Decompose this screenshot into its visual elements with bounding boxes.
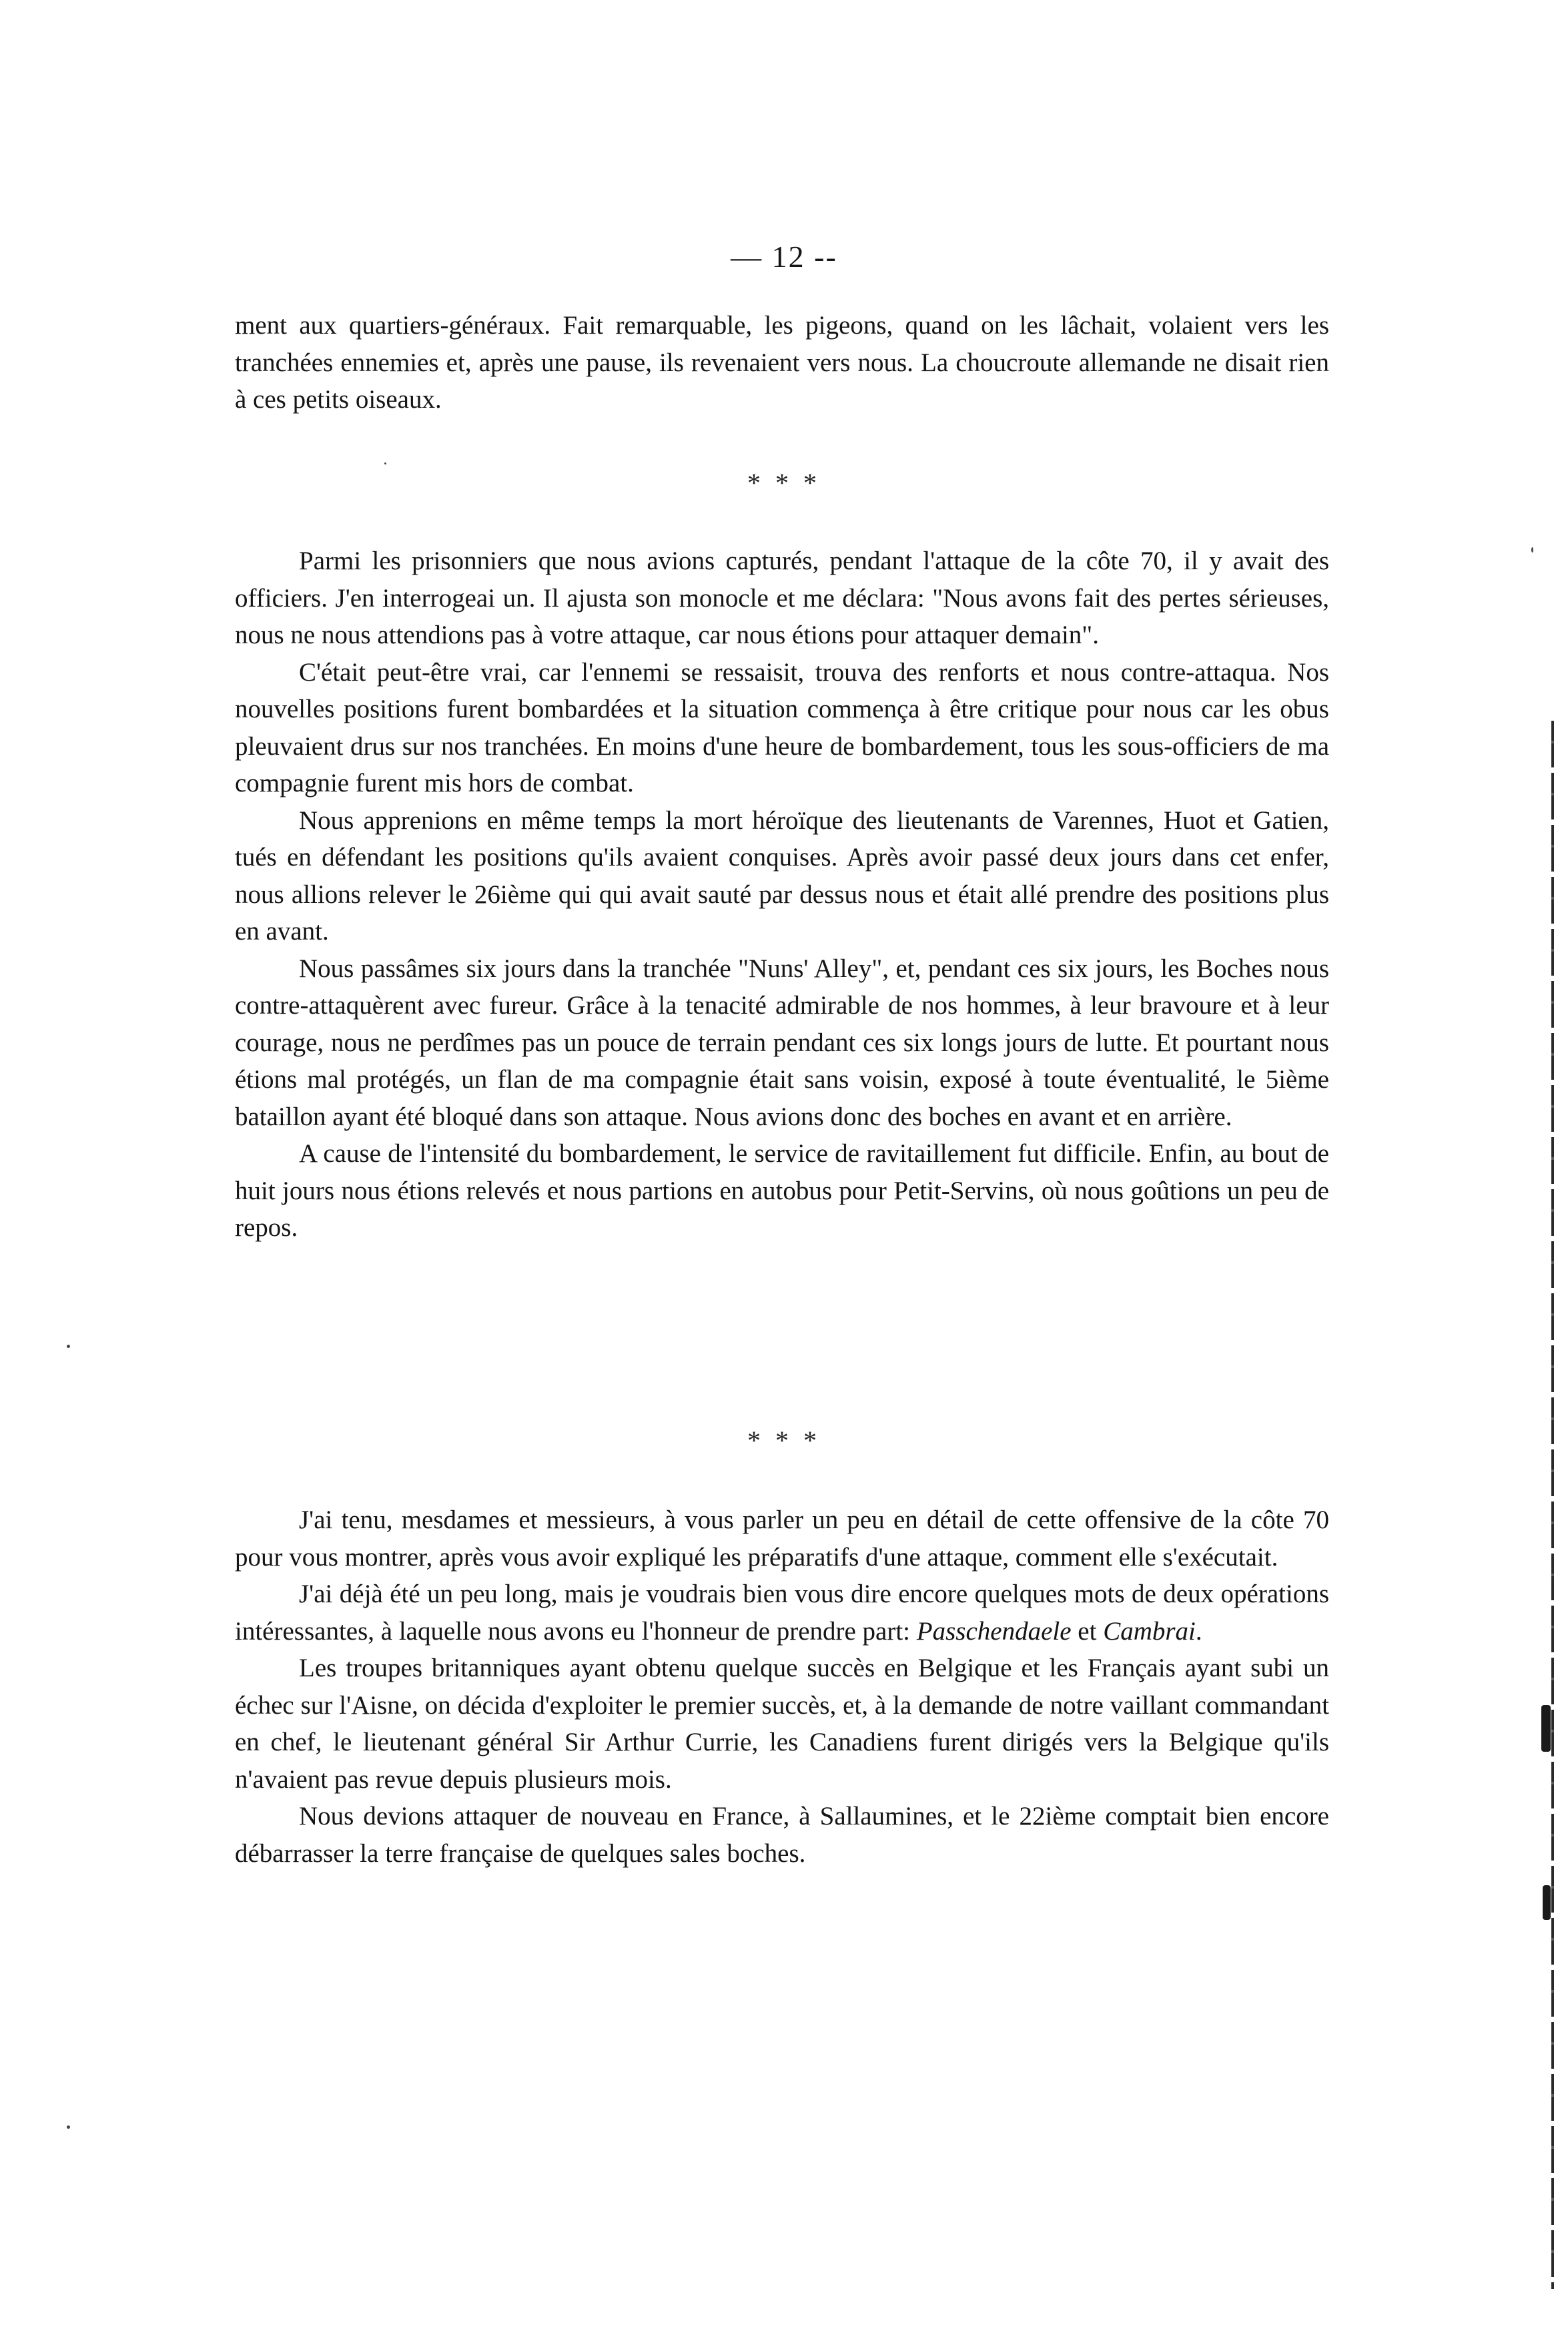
page-number: — 12 -- <box>731 240 837 274</box>
scan-margin-mark <box>1543 1885 1551 1920</box>
paragraph: J'ai tenu, mesdames et messieurs, à vous parler un peu en détail de cette offensive de la côte 70 pour vous montrer, après vous avoir expliqué les préparatifs d'une attaque, comment elle s'exécutait. <box>235 1506 1329 1572</box>
place-name: Cambrai <box>1103 1616 1196 1646</box>
text-block-cote-70 <box>235 543 1329 1247</box>
asterism-separator: * * * <box>747 468 821 498</box>
scan-speck <box>67 1345 70 1348</box>
scan-speck <box>384 462 386 464</box>
asterism-separator: * * * <box>747 1425 821 1455</box>
scan-speck <box>67 2125 70 2129</box>
paragraph: ment aux quartiers-généraux. Fait remarquable, les pigeons, quand on les lâchait, volaient vers les tranchées ennemies et, après une pause, ils revenaient vers nous. La choucroute allemande ne disait rien à ces petits oiseaux. <box>235 311 1329 414</box>
paragraph-text: et <box>1071 1616 1104 1646</box>
paragraph: Les troupes britanniques ayant obtenu quelque succès en Belgique et les Français ayant subi un échec sur l'Aisne, on décida d'exploiter le premier succès, et, à la demande de notre vaillant commandant en chef, le lieutenant général Sir Arthur Currie, les Canadiens furent dirigés vers la Belgique qu'ils n'avaient pas revue depuis plusieurs mois. <box>235 1654 1329 1794</box>
text-block-passchendaele <box>235 1501 1329 1872</box>
place-name: Passchendaele <box>916 1616 1072 1646</box>
paragraph-text: J'ai déjà été un peu long, mais je voudrais bien vous dire encore quelques mots de deux opérations intéressantes, à laquelle nous avons eu l'honneur de prendre part: <box>235 1580 1329 1646</box>
scan-speck <box>1531 547 1533 553</box>
scan-margin-mark <box>1541 1705 1551 1752</box>
paragraph <box>235 1576 1329 1650</box>
text-block-intro <box>235 307 1329 418</box>
paragraph: Nous apprenions en même temps la mort héroïque des lieutenants de Varennes, Huot et Gatien, tués en défendant les positions qu'ils avaient conquises. Après avoir passé deux jours dans cet enfer, nous allions relever le 26ième qui qui avait sauté par dessus nous et était allé prendre des positions plus en avant. <box>235 805 1329 946</box>
paragraph: Nous devions attaquer de nouveau en France, à Sallaumines, et le 22ième comptait bien encore débarrasser la terre française de quelques sales boches. <box>235 1802 1329 1868</box>
paragraph: Parmi les prisonniers que nous avions capturés, pendant l'attaque de la côte 70, il y avait des officiers. J'en interrogeai un. Il ajusta son monocle et me déclara: "Nous avons fait des pertes sérieuses, nous ne nous attendions pas à votre attaque, car nous étions pour attaquer demain". <box>235 547 1329 649</box>
paragraph: Nous passâmes six jours dans la tranchée "Nuns' Alley", et, pendant ces six jours, les Boches nous contre-attaquèrent avec fureur. Grâce à la tenacité admirable de nos hommes, à leur bravoure et à leur courage, nous ne perdîmes pas un pouce de terrain pendant ces six longs jours de lutte. Et pourtant nous étions mal protégés, un flan de ma compagnie était sans voisin, exposé à toute éventualité, le 5ième bataillon ayant été bloqué dans son attaque. Nous avions donc des boches en avant et en arrière. <box>235 954 1329 1131</box>
scan-margin-rule <box>1551 721 1554 2289</box>
paragraph: C'était peut-être vrai, car l'ennemi se ressaisit, trouva des renforts et nous contre-attaqua. Nos nouvelles positions furent bombardées et la situation commença à être critique pour nous car les obus pleuvaient drus sur nos tranchées. En moins d'une heure de bombardement, tous les sous-officiers de ma compagnie furent mis hors de combat. <box>235 657 1329 797</box>
paragraph: A cause de l'intensité du bombardement, le service de ravitaillement fut difficile. Enfin, au bout de huit jours nous étions relevés et nous partions en autobus pour Petit-Servins, où nous goûtions un peu de repos. <box>235 1139 1329 1242</box>
paragraph-text: . <box>1195 1616 1202 1646</box>
